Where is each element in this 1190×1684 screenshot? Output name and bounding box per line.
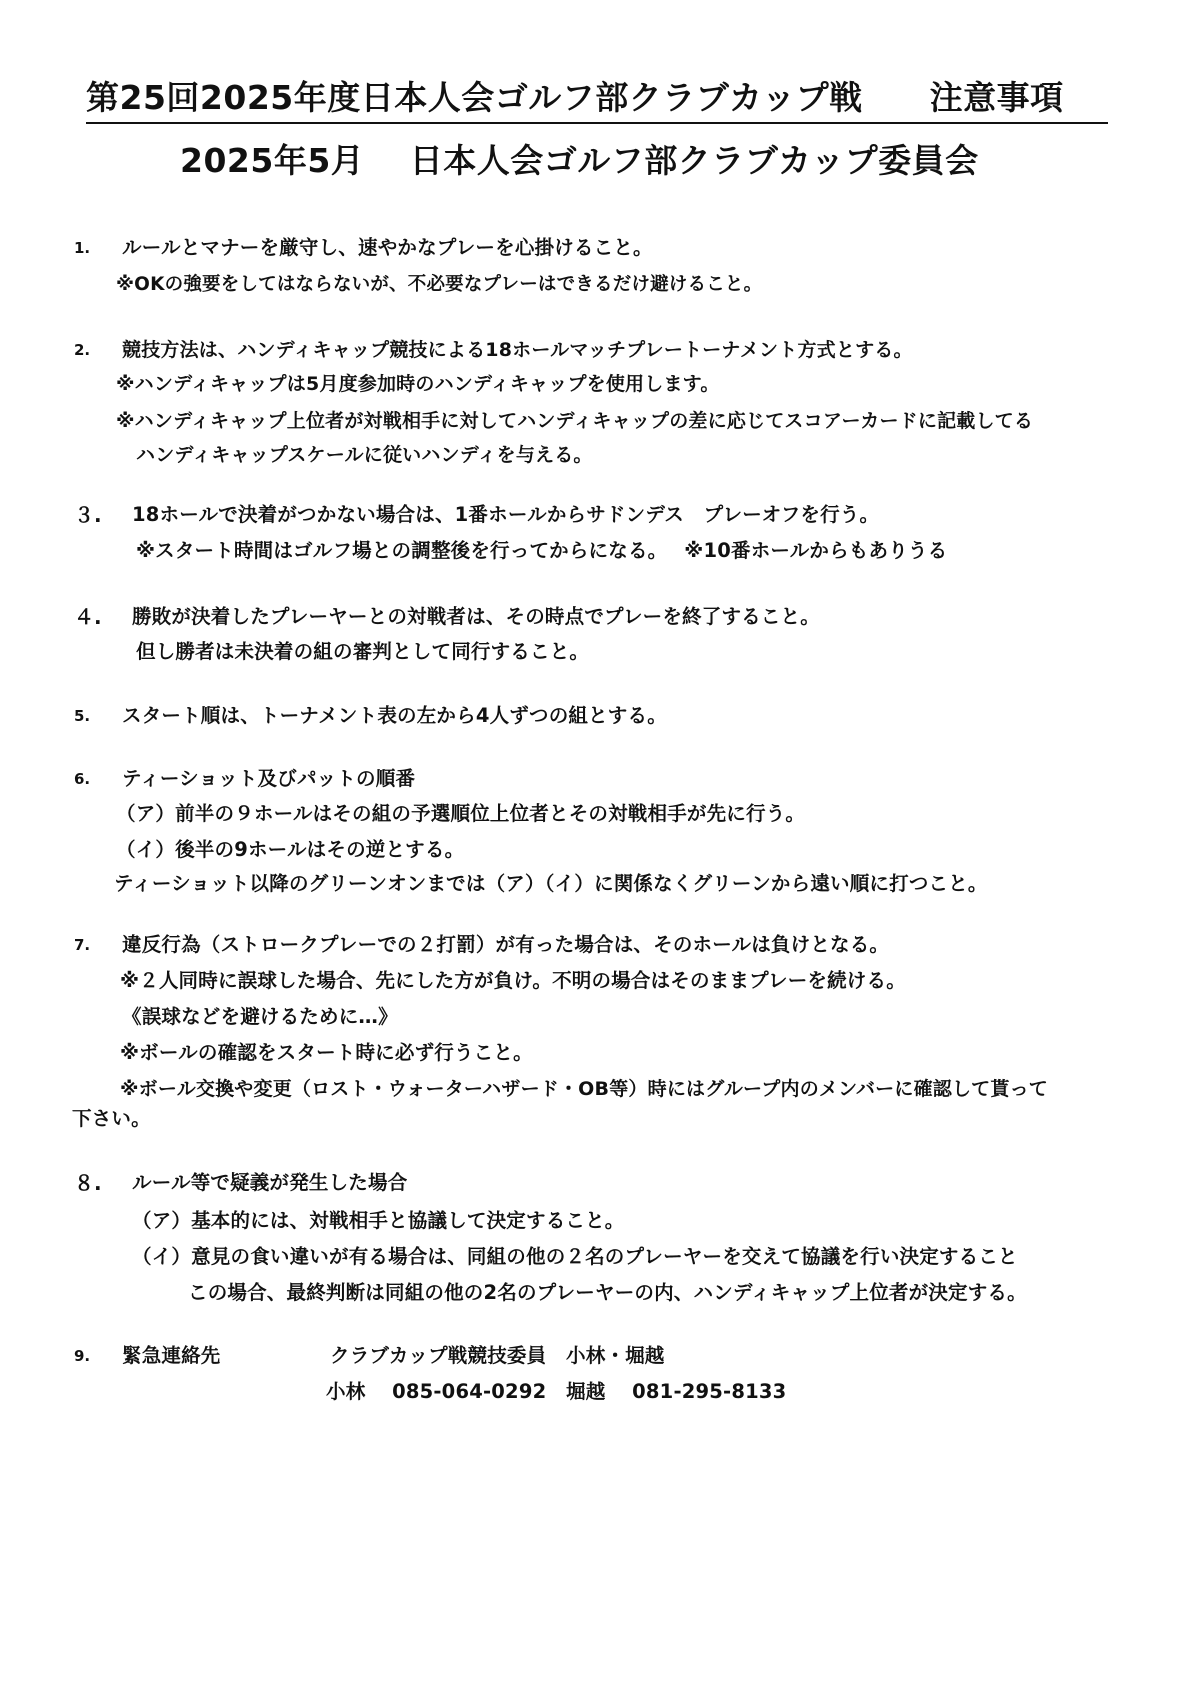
document-subtitle: 2025年5月 日本人会ゴルフ部クラブカップ委員会 [180,141,979,180]
section-number: ４. [74,605,102,629]
section-number: 6. [74,770,91,788]
section-number: 1. [74,239,91,257]
section-note: ※ボール交換や変更（ロスト・ウォーターハザード・OB等）時にはグループ内のメンバーに確認して貰って [120,1078,1048,1100]
section-item-i: （イ）意見の食い違いが有る場合は、同組の他の２名のプレーヤーを交えて協議を行い決定すること [132,1245,1018,1268]
section-number: ８. [74,1171,102,1195]
section-note-continued: ハンディキャップスケールに従いハンディを与える。 [136,444,593,466]
section-item-a: （ア）前半の９ホールはその組の予選順位上位者とその対戦相手が先に行う。 [116,802,806,825]
section-note: ※スタート時間はゴルフ場との調整後を行ってからになる。 ※10番ホールからもありうる [136,539,948,562]
section-number: 7. [74,936,91,954]
section-text: ルール等で疑義が発生した場合 [132,1171,408,1194]
section-note: ※ハンディキャップは5月度参加時のハンディキャップを使用します。 [116,373,720,395]
section-note: ※２人同時に誤球した場合、先にした方が負け。不明の場合はそのままプレーを続ける。 [120,969,906,992]
section-note: ※ハンディキャップ上位者が対戦相手に対してハンディキャップの差に応じてスコアーカードに記載してる [116,410,1034,432]
emergency-contact-phones: 小林 085-064-0292 堀越 081-295-8133 [326,1380,787,1403]
section-item-i-continued: この場合、最終判断は同組の他の2名のプレーヤーの内、ハンディキャップ上位者が決定する。 [188,1281,1027,1304]
section-text: ティーショット及びパットの順番 [122,767,416,790]
section-text-continued: 但し勝者は未決着の組の審判として同行すること。 [136,640,590,663]
section-note: ※OKの強要をしてはならないが、不必要なプレーはできるだけ避けること。 [116,274,763,295]
section-item-a: （ア）基本的には、対戦相手と協議して決定すること。 [132,1209,625,1232]
section-number: 2. [74,341,91,359]
section-item-i: （イ）後半の9ホールはその逆とする。 [116,838,465,861]
section-note: ティーショット以降のグリーンオンまでは（ア）（イ）に関係なくグリーンから遠い順に打つこと。 [114,872,988,895]
title-underline [86,122,1108,124]
section-note-continued: 下さい。 [72,1107,151,1130]
document-title: 第25回2025年度日本人会ゴルフ部クラブカップ戦 注意事項 [86,78,1064,117]
emergency-contact-committee: クラブカップ戦競技委員 小林・堀越 [330,1344,665,1367]
section-text: 競技方法は、ハンディキャップ競技による18ホールマッチプレートーナメント方式とする。 [122,339,913,361]
section-number: 9. [74,1347,91,1365]
section-note: ※ボールの確認をスタート時に必ず行うこと。 [120,1041,533,1064]
section-text: 違反行為（ストロークプレーでの２打罰）が有った場合は、そのホールは負けとなる。 [122,933,890,956]
section-text: 18ホールで決着がつかない場合は、1番ホールからサドンデス プレーオフを行う。 [132,503,880,526]
section-text: 勝敗が決着したプレーヤーとの対戦者は、その時点でプレーを終了すること。 [132,605,820,628]
section-subheading: 《誤球などを避けるために…》 [122,1005,398,1028]
section-number: ３. [74,503,102,527]
section-number: 5. [74,707,91,725]
emergency-contact-label: 緊急連絡先 [122,1344,221,1367]
section-text: ルールとマナーを厳守し、速やかなプレーを心掛けること。 [122,236,653,259]
section-text: スタート順は、トーナメント表の左から4人ずつの組とする。 [122,704,667,727]
